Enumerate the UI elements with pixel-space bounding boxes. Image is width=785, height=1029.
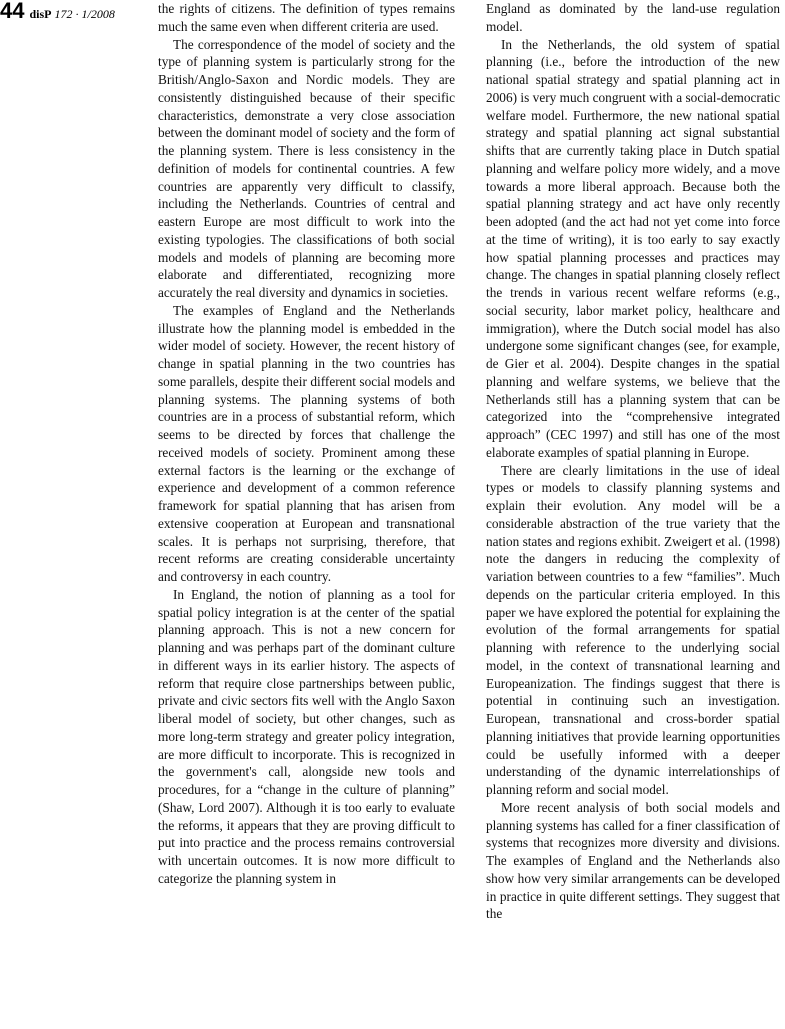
paragraph: In the Netherlands, the old system of spatial planning (i.e., before the introduction of the new national spatial strategy and spatial planning act in 2006) is very much congruent with a social-democratic welfare model. Furthermore, the new national spatial strategy and spatial planning act signal substantial shifts that are currently taking place in Dutch spatial planning and welfare policy more widely, and a move towards a more liberal approach. Because both the spatial planning strategy and act have only recently been adopted (and the act had not yet come into force at the time of writing), it is too early to say exactly how spatial planning processes and practices may change. The changes in spatial planning closely reflect the trends in various recent welfare reforms (e.g., social security, labor market policy, healthcare and immigration), where the Dutch social model has also undergone some significant changes (see, for example, de Gier et al. 2004). Despite changes in the spatial planning and welfare systems, we believe that the Netherlands still has a planning system that can be categorized into the “comprehensive integrated approach” (CEC 1997) and still has one of the most elaborate examples of spatial planning in Europe. [486,36,780,460]
paragraph: the rights of citizens. The definition of types remains much the same even when different criteria are used. [158,1,455,34]
text-column-right [486,0,780,923]
paragraph: The correspondence of the model of society and the type of planning system is particularly strong for the British/Anglo-Saxon and Nordic models. They are consistently distinguished because of their specific characteristics, demonstrate a very close association between the dominant model of society and the form of the planning system. There is less consistency in the definition of models for continental countries. A few countries are apparently very difficult to classify, including the Netherlands. Countries of central and eastern Europe are most difficult to work into the existing typologies. The classifications of both social models and models of planning are becoming more elaborate and differentiated, recognizing more accurately the real diversity and dynamics in societies. [158,36,455,300]
text-column-middle [158,0,455,888]
paragraph: England as dominated by the land-use regulation model. [486,1,780,34]
journal-issue: 172 · 1/2008 [54,7,115,21]
paragraph: There are clearly limitations in the use of ideal types or models to classify planning systems and explain their evolution. Any model will be a considerable abstraction of the true variety that the nation states and regions exhibit. Zweigert et al. (1998) note the dangers in reducing the complexity of variation between countries to a few “families”. Much depends on the particular criteria employed. In this paper we have explored the potential for explaining the evolution of the formal arrangements for spatial planning with reference to the underlying social model, in the context of transnational learning and Europeanization. The findings suggest that there is potential in continuing such an investigation. European, transnational and cross-border spatial planning initiatives that provide learning opportunities could be usefully informed with a deeper understanding of the dynamic interrelationships of planning reform and social model. [486,462,780,797]
journal-reference [29,7,114,22]
paragraph: The examples of England and the Netherlands illustrate how the planning model is embedded in the wider model of society. However, the recent history of change in spatial planning in the two countries has some parallels, despite their different social models and planning systems. The planning systems of both countries are in a process of substantial reform, which seems to be directed by forces that challenge the received models of society. Prominent among these external factors is the learning or the exchange of experience and development of a common reference framework for spatial planning that has arisen from extensive cooperation at European and transnational scales. It is perhaps not surprising, therefore, that recent reforms are creating considerable uncertainty and controversy in each country. [158,302,455,584]
page-header [0,0,115,22]
paragraph: In England, the notion of planning as a tool for spatial policy integration is at the center of the spatial planning approach. This is not a new concern for planning and was perhaps part of the dominant culture in different ways in its earlier history. The aspects of reform that require close partnerships between public, private and civic sectors fits well with the Anglo Saxon liberal model of society, but other changes, such as more long-term strategy and greater policy integration, are more difficult to incorporate. This is recognized in the government's call, alongside new tools and procedures, for a “change in the culture of planning” (Shaw, Lord 2007). Although it is too early to evaluate the reforms, it appears that they are proving difficult to put into practice and the process remains controversial with uncertain outcomes. It is now more difficult to categorize the planning system in [158,586,455,886]
page-number: 44 [0,0,25,23]
paragraph: More recent analysis of both social models and planning systems has called for a finer classification of systems that recognizes more diversity and divisions. The examples of England and the Netherlands also show how very similar arrangements can be developed in practice in quite different settings. They suggest that the [486,799,780,922]
journal-name: disP [29,7,52,21]
